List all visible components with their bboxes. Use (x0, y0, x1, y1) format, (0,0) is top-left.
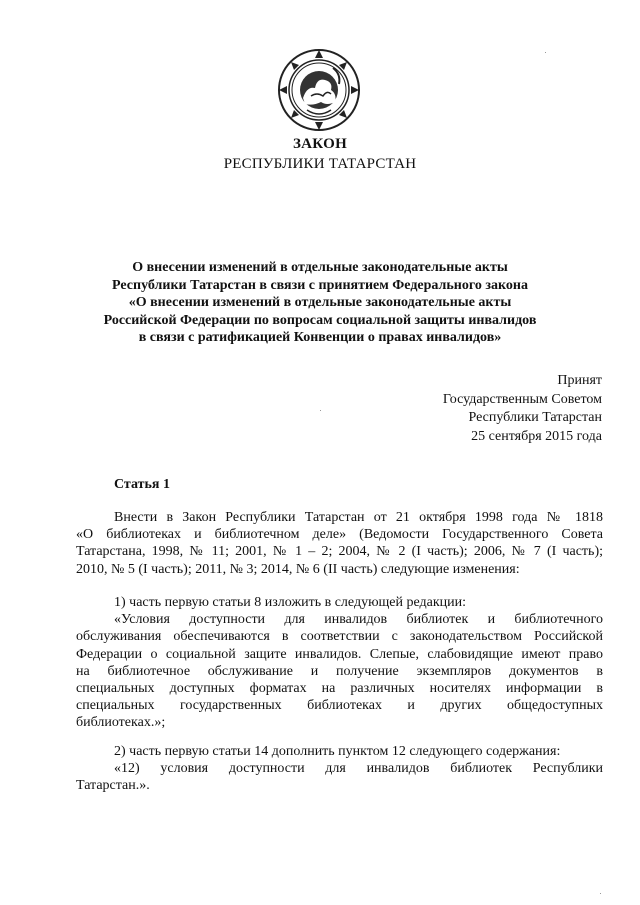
adoption-block (443, 372, 602, 446)
law-title-line: Республики Татарстан в связи с принятием Федерального закона (112, 277, 528, 293)
law-title-line: в связи с ратификацией Конвенции о правах инвалидов» (138, 330, 502, 345)
article-item-2 (76, 743, 603, 795)
text-line: Федерации о социальной защите инвалидов. Слепые, слабовидящие имеют право (76, 646, 603, 662)
text-line: библиотеках.»; (76, 715, 166, 731)
article-heading: Статья 1 (114, 477, 170, 492)
scan-speck (600, 893, 601, 894)
text-line: обслуживания обеспечиваются в соответствии с законодательством Российской (76, 629, 603, 645)
text-line: на библиотечное обслуживание и получение экземпляров документов в (76, 663, 603, 679)
text-line: специальных доступных форматах на различных носителях информации в (76, 681, 603, 697)
law-title-line: О внесении изменений в отдельные законодательные акты (132, 260, 508, 275)
text-line: 1) часть первую статьи 8 изложить в следующей редакции: (114, 595, 467, 610)
text-line: «О библиотеках и библиотечном деле» (Ведомости Государственного Совета (76, 527, 603, 543)
text-line: 2010, № 5 (I часть); 2011, № 3; 2014, № 6 (II часть) следующие изменения: (76, 561, 520, 577)
article-item-1 (76, 594, 603, 732)
text-line: «Условия доступности для инвалидов библиотек и библиотечного (114, 612, 603, 628)
emblem-graphic (277, 48, 361, 132)
scan-speck (320, 410, 321, 411)
text-line: Татарстана, 1998, № 11; 2001, № 1 – 2; 2004, № 2 (I часть); 2006, № 7 (I часть); (76, 544, 603, 560)
text-line: Внести в Закон Республики Татарстан от 21 октября 1998 года № 1818 (114, 510, 603, 525)
document-subtitle: РЕСПУБЛИКИ ТАТАРСТАН (223, 156, 417, 172)
text-line: Татарстан.». (76, 778, 150, 794)
adoption-line: Государственным Советом (442, 391, 602, 407)
adoption-date: 25 сентября 2015 года (471, 428, 602, 444)
text-line: «12) условия доступности для инвалидов библиотек Республики (114, 761, 603, 777)
law-title (90, 259, 550, 347)
text-line: 2) часть первую статьи 14 дополнить пунктом 12 следующего содержания: (114, 744, 561, 759)
document-title: ЗАКОН (292, 136, 348, 152)
text-line: специальных государственных библиотеках и других общедоступных (76, 698, 603, 714)
scan-speck (545, 52, 546, 53)
article-intro-paragraph (76, 509, 603, 578)
adoption-line: Принят (557, 373, 602, 388)
law-title-line: «О внесении изменений в отдельные законодательные акты (128, 295, 512, 310)
coat-of-arms-icon (277, 48, 361, 132)
law-title-line: Российской Федерации по вопросам социальной защиты инвалидов (103, 312, 537, 328)
adoption-line: Республики Татарстан (468, 410, 602, 425)
